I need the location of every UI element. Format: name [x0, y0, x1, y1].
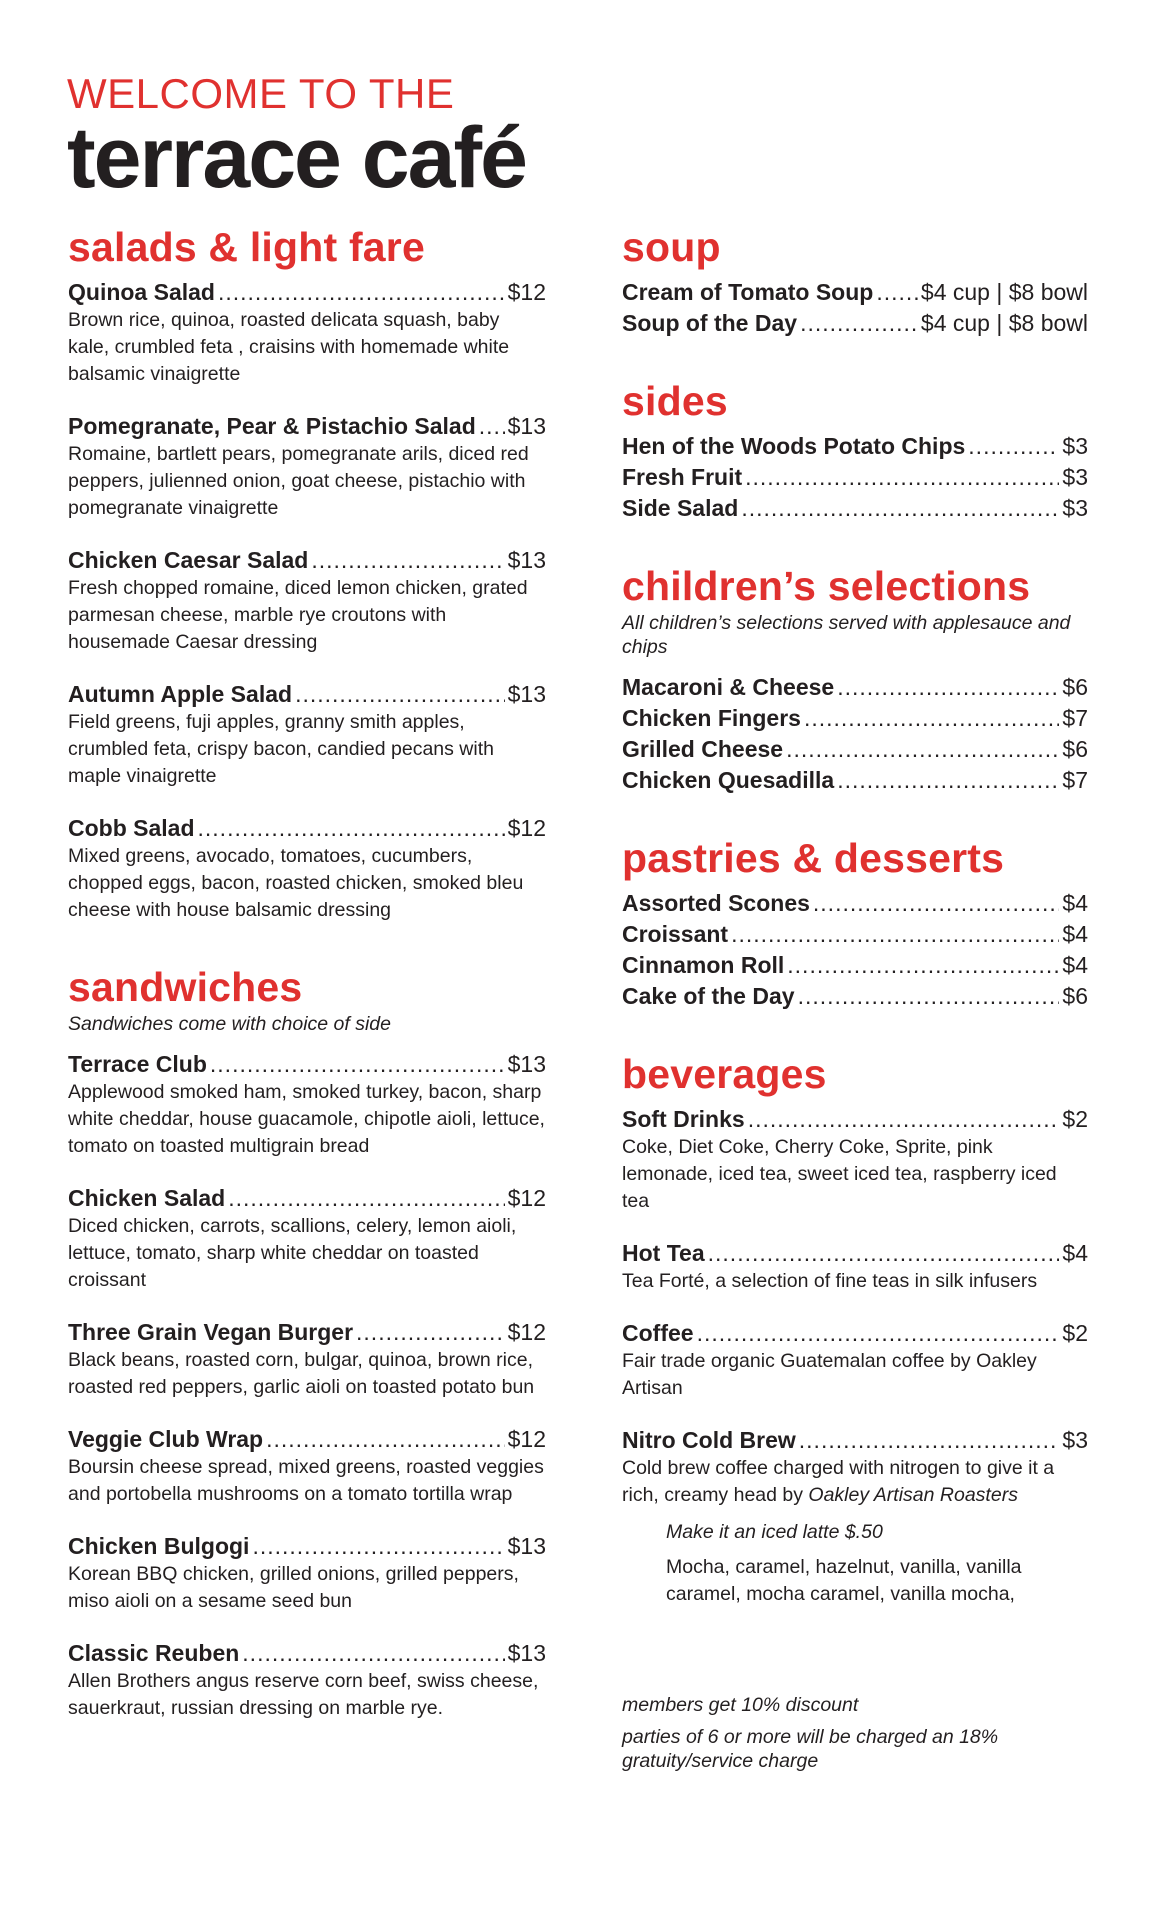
- item-name: Assorted Scones: [622, 890, 810, 916]
- menu-item: [68, 1425, 546, 1508]
- item-price: $13: [507, 1533, 546, 1559]
- description-text: Cold brew coffee charged with nitrogen to give it a rich, creamy head by: [622, 1457, 1055, 1506]
- dot-leader: [813, 889, 1060, 918]
- welcome-text: WELCOME TO THE: [67, 70, 455, 117]
- item-name: Veggie Club Wrap: [68, 1426, 264, 1452]
- menu-item: [68, 1532, 546, 1615]
- dot-leader: [837, 673, 1059, 702]
- menu-item: [68, 1639, 546, 1722]
- menu-item: [622, 982, 1088, 1011]
- item-description: Fair trade organic Guatemalan coffee by Oakley Artisan: [622, 1350, 1037, 1399]
- menu-footer: [622, 1693, 1088, 1781]
- dot-leader: [745, 463, 1059, 492]
- item-description: Romaine, bartlett pears, pomegranate arils, diced red peppers, julienned onion, goat cheese, pistachio with pomegranate vinaigrette: [68, 443, 529, 519]
- item-description: Diced chicken, carrots, scallions, celery, lemon aioli, lettuce, tomato, sharp white cheddar on toasted croissant: [68, 1215, 517, 1291]
- item-price: $12: [507, 1319, 546, 1345]
- item-price: $4: [1062, 1240, 1088, 1266]
- dot-leader: [295, 680, 505, 709]
- dot-leader: [242, 1639, 504, 1668]
- latte-note: Make it an iced latte $.50: [666, 1521, 883, 1543]
- section-note: Sandwiches come with choice of side: [68, 1013, 391, 1035]
- item-name: Pomegranate, Pear & Pistachio Salad: [68, 413, 476, 439]
- dot-leader: [218, 278, 505, 307]
- item-name: Autumn Apple Salad: [68, 681, 293, 707]
- item-name: Cinnamon Roll: [622, 952, 785, 978]
- item-name: Chicken Fingers: [622, 705, 801, 731]
- dot-leader: [731, 920, 1059, 949]
- menu-item: [622, 309, 1088, 338]
- latte-addon: [666, 1519, 1088, 1608]
- item-price: $12: [507, 279, 546, 305]
- item-price: $12: [507, 1426, 546, 1452]
- item-name: Grilled Cheese: [622, 736, 784, 762]
- latte-flavors: Mocha, caramel, hazelnut, vanilla, vanilla caramel, mocha caramel, vanilla mocha,: [666, 1556, 1022, 1605]
- item-name: Hot Tea: [622, 1240, 705, 1266]
- dot-leader: [356, 1318, 505, 1347]
- item-price: $12: [507, 1185, 546, 1211]
- item-price: $4 cup | $8 bowl: [920, 279, 1088, 305]
- menu-item: [68, 1318, 546, 1401]
- item-name: Terrace Club: [68, 1051, 207, 1077]
- item-price: $4: [1062, 921, 1088, 947]
- left-column: [68, 224, 546, 1762]
- item-price: $4 cup | $8 bowl: [920, 310, 1088, 336]
- item-name: Side Salad: [622, 495, 739, 521]
- menu-item: [622, 951, 1088, 980]
- menu-item: [622, 735, 1088, 764]
- item-name: Macaroni & Cheese: [622, 674, 835, 700]
- item-name: Nitro Cold Brew: [622, 1427, 796, 1453]
- dot-leader: [228, 1184, 504, 1213]
- dot-leader: [786, 735, 1059, 764]
- menu-item: [622, 278, 1088, 307]
- menu-item: [622, 673, 1088, 702]
- section-title: sides: [622, 378, 728, 424]
- pastries-section: [622, 835, 1088, 1011]
- menu-item: [622, 494, 1088, 523]
- item-price: $2: [1062, 1320, 1088, 1346]
- item-price: $13: [507, 681, 546, 707]
- dot-leader: [837, 766, 1059, 795]
- item-price: $3: [1062, 464, 1088, 490]
- item-name: Chicken Salad: [68, 1185, 226, 1211]
- item-price: $6: [1062, 983, 1088, 1009]
- item-description: Boursin cheese spread, mixed greens, roasted veggies and portobella mushrooms on a tomato tortilla wrap: [68, 1456, 544, 1505]
- section-title: children’s selections: [622, 563, 1031, 609]
- menu-header: [67, 70, 526, 206]
- dot-leader: [252, 1532, 504, 1561]
- item-description: Field greens, fuji apples, granny smith apples, crumbled feta, crispy bacon, candied pecans with maple vinaigrette: [68, 711, 494, 787]
- menu-item: [68, 1184, 546, 1294]
- item-description: Applewood smoked ham, smoked turkey, bacon, sharp white cheddar, house guacamole, chipotle aioli, lettuce, tomato on toasted multigrain bread: [68, 1081, 545, 1157]
- dot-leader: [800, 309, 918, 338]
- beverages-section: [622, 1051, 1088, 1608]
- item-price: $4: [1062, 890, 1088, 916]
- menu-item: [68, 680, 546, 790]
- item-price: $13: [507, 547, 546, 573]
- item-name: Chicken Bulgogi: [68, 1533, 250, 1559]
- item-description: Coke, Diet Coke, Cherry Coke, Sprite, pink lemonade, iced tea, sweet iced tea, raspberry iced tea: [622, 1136, 1057, 1212]
- section-title: soup: [622, 224, 721, 270]
- menu-item: [68, 814, 546, 924]
- menu-item: [68, 412, 546, 522]
- item-name: Cream of Tomato Soup: [622, 279, 874, 305]
- item-price: $3: [1062, 1427, 1088, 1453]
- menu-item: [622, 889, 1088, 918]
- dot-leader: [748, 1105, 1060, 1134]
- dot-leader: [787, 951, 1059, 980]
- item-name: Quinoa Salad: [68, 279, 215, 305]
- section-title: sandwiches: [68, 964, 303, 1010]
- menu-item: [622, 1105, 1088, 1215]
- item-name: Cake of the Day: [622, 983, 795, 1009]
- section-title: beverages: [622, 1051, 827, 1097]
- item-name: Chicken Caesar Salad: [68, 547, 309, 573]
- item-price: $13: [507, 413, 546, 439]
- item-price: $6: [1062, 674, 1088, 700]
- menu-item: [622, 704, 1088, 733]
- dot-leader: [266, 1425, 505, 1454]
- item-description: Allen Brothers angus reserve corn beef, swiss cheese, sauerkraut, russian dressing on marble rye.: [68, 1670, 539, 1719]
- item-price: $13: [507, 1640, 546, 1666]
- members-discount-note: members get 10% discount: [622, 1694, 859, 1716]
- item-price: $7: [1062, 705, 1088, 731]
- item-name: Classic Reuben: [68, 1640, 240, 1666]
- section-note: All children’s selections served with applesauce and chips: [622, 612, 1071, 658]
- item-name: Three Grain Vegan Burger: [68, 1319, 354, 1345]
- menu-item: [622, 432, 1088, 461]
- dot-leader: [479, 412, 505, 441]
- item-description: Black beans, roasted corn, bulgar, quinoa, brown rice, roasted red peppers, garlic aioli on toasted potato bun: [68, 1349, 535, 1398]
- item-name: Soup of the Day: [622, 310, 798, 336]
- dot-leader: [799, 1426, 1060, 1455]
- item-price: $3: [1062, 495, 1088, 521]
- dot-leader: [210, 1050, 505, 1079]
- sides-section: [622, 378, 1088, 523]
- item-name: Croissant: [622, 921, 729, 947]
- menu-item: [68, 1050, 546, 1160]
- menu-item: [622, 1426, 1088, 1509]
- gratuity-note: parties of 6 or more will be charged an 18% gratuity/service charge: [622, 1726, 999, 1772]
- section-title: pastries & desserts: [622, 835, 1005, 881]
- dot-leader: [697, 1319, 1060, 1348]
- dot-leader: [741, 494, 1059, 523]
- sandwiches-section: [68, 964, 546, 1722]
- item-name: Cobb Salad: [68, 815, 195, 841]
- item-name: Soft Drinks: [622, 1106, 745, 1132]
- item-description: Mixed greens, avocado, tomatoes, cucumbers, chopped eggs, bacon, roasted chicken, smoked bleu cheese with house balsamic dressing: [68, 845, 524, 921]
- item-name: Chicken Quesadilla: [622, 767, 835, 793]
- menu-item: [68, 546, 546, 656]
- item-description: Korean BBQ chicken, grilled onions, grilled peppers, miso aioli on a sesame seed bun: [68, 1563, 519, 1612]
- dot-leader: [198, 814, 505, 843]
- salads-section: [68, 224, 546, 924]
- soup-section: [622, 224, 1088, 338]
- item-name: Hen of the Woods Potato Chips: [622, 433, 966, 459]
- item-description: [622, 1455, 1088, 1509]
- item-price: $2: [1062, 1106, 1088, 1132]
- children-section: [622, 563, 1088, 795]
- menu-item: [68, 278, 546, 388]
- cafe-title: terrace café: [67, 110, 526, 206]
- item-price: $12: [507, 815, 546, 841]
- item-price: $4: [1062, 952, 1088, 978]
- dot-leader: [804, 704, 1059, 733]
- dot-leader: [876, 278, 918, 307]
- menu-item: [622, 920, 1088, 949]
- dot-leader: [798, 982, 1060, 1011]
- menu-item: [622, 463, 1088, 492]
- section-title: salads & light fare: [68, 224, 425, 270]
- item-price: $6: [1062, 736, 1088, 762]
- item-price: $13: [507, 1051, 546, 1077]
- menu-item: [622, 1239, 1088, 1295]
- item-name: Coffee: [622, 1320, 694, 1346]
- item-price: $7: [1062, 767, 1088, 793]
- item-price: $3: [1062, 433, 1088, 459]
- item-description: Fresh chopped romaine, diced lemon chicken, grated parmesan cheese, marble rye croutons with housemade Caesar dressing: [68, 577, 528, 653]
- item-name: Fresh Fruit: [622, 464, 743, 490]
- item-description: Brown rice, quinoa, roasted delicata squash, baby kale, crumbled feta , craisins with homemade white balsamic vinaigrette: [68, 309, 510, 385]
- dot-leader: [708, 1239, 1060, 1268]
- roaster-name: Oakley Artisan Roasters: [808, 1484, 1018, 1506]
- menu-item: [622, 766, 1088, 795]
- dot-leader: [311, 546, 504, 575]
- dot-leader: [968, 432, 1059, 461]
- item-description: Tea Forté, a selection of fine teas in silk infusers: [622, 1270, 1038, 1292]
- right-column: [622, 224, 1088, 1648]
- menu-item: [622, 1319, 1088, 1402]
